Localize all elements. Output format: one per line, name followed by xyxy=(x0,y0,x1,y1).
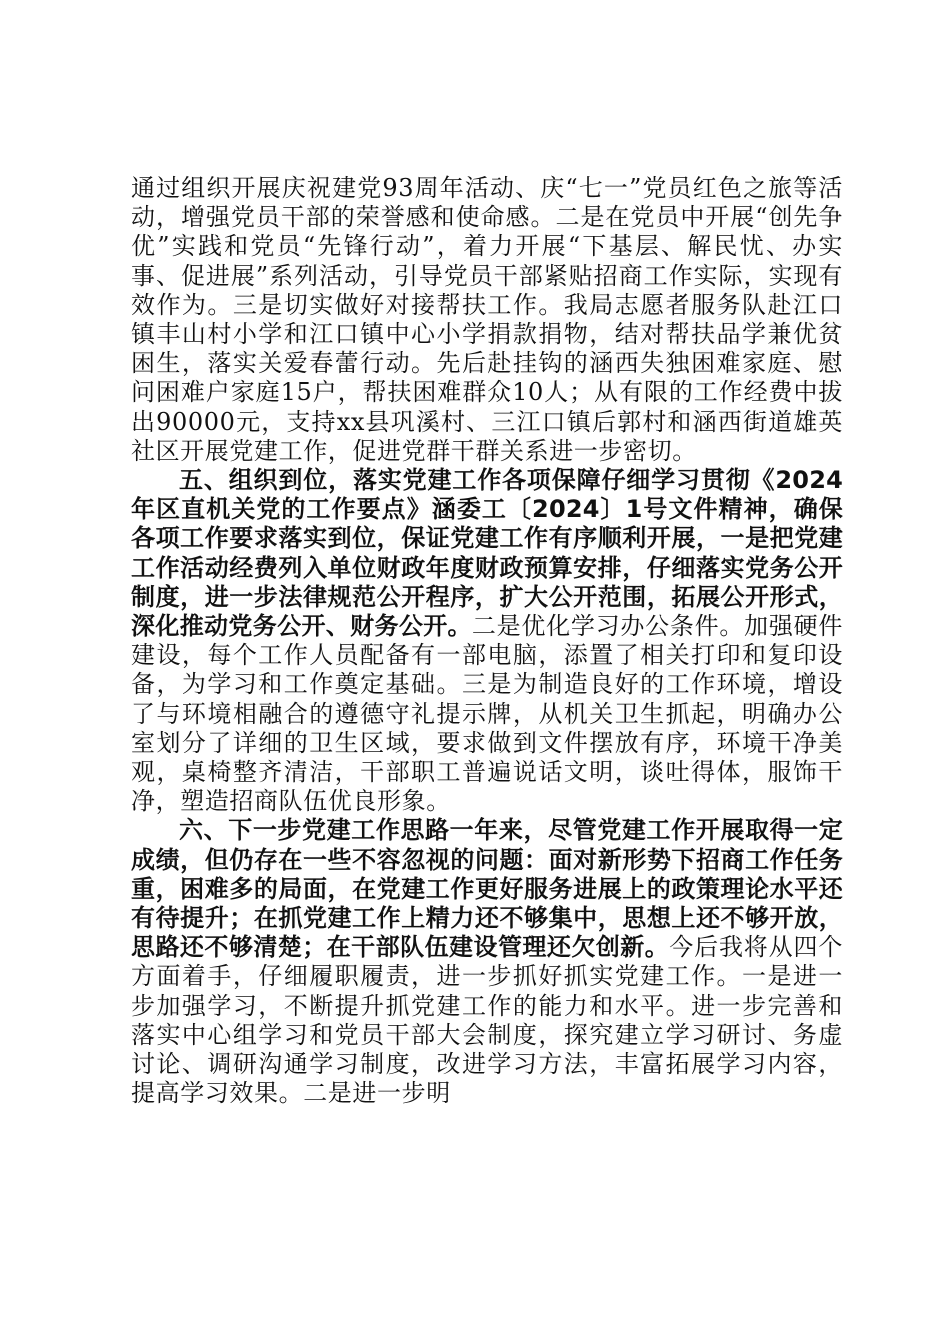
paragraph-text: 二是优化学习办公条件。加强硬件建设，每个工作人员配备有一部电脑，添置了相关打印和复印设备，为学习和工作奠定基础。三是为制造良好的工作环境，增设了与环境相融合的遵德守礼提示牌，从机关卫生抓起，明确办公室划分了详细的卫生区域，要求做到文件摆放有序，环境干净美观，桌椅整齐清洁，干部职工普遍说话文明，谈吐得体，服饰干净，塑造招商队伍优良形象。 xyxy=(131,612,843,816)
paragraph-continued xyxy=(131,174,843,466)
section-heading-five: 五、组织到位，落实党建工作各项保障仔细学习贯彻《2024年区直机关党的工作要点》涵委工〔2024〕1号文件精神，确保各项工作要求落实到位，保证党建工作有序顺利开展，一是把党建工作活动经费列入单位财政年度财政预算安排，仔细落实党务公开制度，进一步法律规范公开程序，扩大公开范围，拓展公开形式，深化推动党务公开、财务公开。 xyxy=(131,466,843,641)
paragraph-text: 今后我将从四个方面着手，仔细履职履责，进一步抓好抓实党建工作。一是进一步加强学习，不断提升抓党建工作的能力和水平。进一步完善和落实中心组学习和党员干部大会制度，探究建立学习研讨、务虚讨论、调研沟通学习制度，改进学习方法，丰富拓展学习内容，提高学习效果。二是进一步明 xyxy=(131,933,844,1108)
paragraph-section-five xyxy=(131,466,843,816)
section-heading-six: 六、下一步党建工作思路一年来，尽管党建工作开展取得一定成绩，但仍存在一些不容忽视的问题：面对新形势下招商工作任务重，困难多的局面，在党建工作更好服务进展上的政策理论水平还有待提升；在抓党建工作上精力还不够集中，思想上还不够开放，思路还不够清楚；在干部队伍建设管理还欠创新。 xyxy=(131,816,843,962)
paragraph-section-six xyxy=(131,816,843,1108)
document-body xyxy=(131,174,843,1109)
paragraph-text: 通过组织开展庆祝建党93周年活动、庆“七一”党员红色之旅等活动，增强党员干部的荣誉感和使命感。二是在党员中开展“创先争优”实践和党员“先锋行动”，着力开展“下基层、解民忧、办实事、促进展”系列活动，引导党员干部紧贴招商工作实际，实现有效作为。三是切实做好对接帮扶工作。我局志愿者服务队赴江口镇丰山村小学和江口镇中心小学捐款捐物，结对帮扶品学兼优贫困生，落实关爱春蕾行动。先后赴挂钩的涵西失独困难家庭、慰问困难户家庭15户，帮扶困难群众10人；从有限的工作经费中拔出90000元，支持xx县巩溪村、三江口镇后郭村和涵西街道雄英社区开展党建工作，促进党群干群关系进一步密切。 xyxy=(131,174,843,465)
